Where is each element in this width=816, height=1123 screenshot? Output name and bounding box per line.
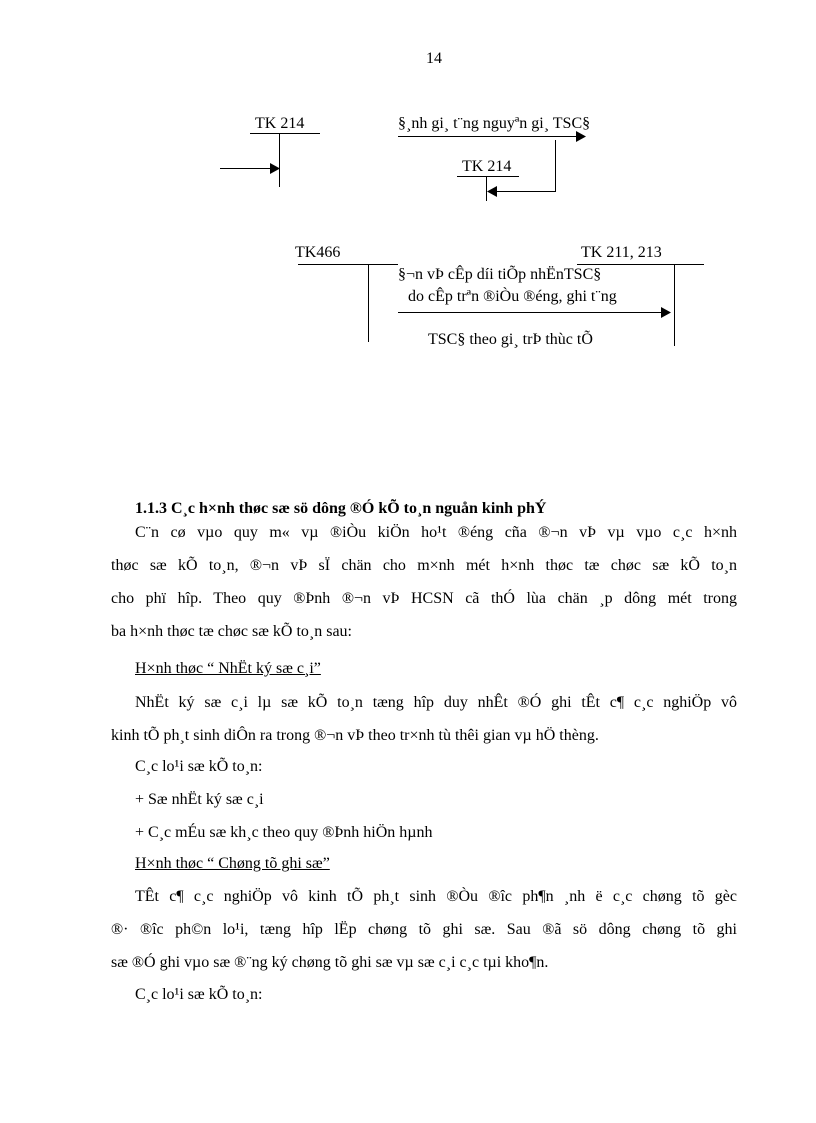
form2-books-label: C¸c lo¹i sæ kÕ to¸n: bbox=[135, 986, 263, 1003]
form2-desc-line-2: ®· ®îc ph©n lo¹i, tæng hîp lËp chøng tõ ghi sæ. Sau ®ã sö dông chøng tõ ghi bbox=[111, 921, 737, 938]
revaluation-arrow-line bbox=[398, 136, 578, 137]
t-account-divider bbox=[279, 133, 280, 187]
form2-title: H×nh thøc “ Chøng tõ ghi sæ” bbox=[135, 855, 330, 872]
intro-line-1 bbox=[111, 516, 737, 549]
section-heading: 1.1.3 C¸c h×nh thøc sæ sö dông ®Ó kÕ to¸n nguån kinh phÝ bbox=[135, 500, 547, 517]
form1-book-item: + C¸c mÉu sæ kh¸c theo quy ®Þnh hiÖn hµnh bbox=[135, 824, 433, 841]
arrow-right-icon bbox=[661, 307, 671, 318]
diagram2-right-account: TK 211, 213 bbox=[581, 244, 662, 261]
intro-line-3: cho phï hîp. Theo quy ®Þnh ®¬n vÞ HCSN cã thÓ lùa chän ¸p dông mét trong bbox=[111, 590, 737, 607]
diagram2-text-line3: TSC§ theo gi¸ trÞ thùc tÕ bbox=[428, 331, 593, 348]
form1-books-label: C¸c lo¹i sæ kÕ to¸n: bbox=[135, 758, 263, 775]
left-t-account-top-line bbox=[298, 264, 398, 265]
form1-book-item: + Sæ nhËt ký sæ c¸i bbox=[135, 791, 264, 808]
diagram1-inner-account: TK 214 bbox=[462, 158, 512, 175]
diagram1-left-account: TK 214 bbox=[255, 115, 305, 132]
form1-title: H×nh thøc “ NhËt ký sæ c¸i” bbox=[135, 660, 321, 677]
arrow-left-icon bbox=[487, 186, 497, 197]
form1-desc-line-2: kinh tÕ ph¸t sinh diÔn ra trong ®¬n vÞ theo tr×nh tù thêi gian vµ hÖ thèng. bbox=[111, 727, 599, 744]
right-t-account-top-line bbox=[577, 264, 704, 265]
form2-desc-line-3: sæ ®Ó ghi vµo sæ ®¨ng ký chøng tõ ghi sæ vµ sæ c¸i c¸c tµi kho¶n. bbox=[111, 954, 549, 971]
page-number: 14 bbox=[426, 50, 442, 67]
arrow-right-icon bbox=[270, 163, 280, 174]
diagram2-text-line2: do cÊp trªn ®iÒu ®éng, ghi t¨ng bbox=[408, 288, 617, 305]
text-line: NhËt ký sæ c¸i lµ sæ kÕ to¸n tæng hîp duy nhÊt ®Ó ghi tÊt c¶ c¸c nghiÖp vô bbox=[135, 694, 737, 711]
right-t-account-divider bbox=[674, 264, 675, 346]
connector-down-line bbox=[555, 140, 556, 192]
form2-desc-line-1 bbox=[111, 880, 737, 913]
t-account-top-line bbox=[250, 133, 320, 134]
inner-t-account-top-line bbox=[457, 176, 519, 177]
intro-line-2: thøc sæ kÕ to¸n, ®¬n vÞ sÏ chän cho m×nh mét h×nh thøc tæ chøc sæ kÕ to¸n bbox=[111, 557, 737, 574]
arrow-right-icon bbox=[576, 131, 586, 142]
transfer-arrow-line bbox=[398, 312, 663, 313]
return-arrow-line bbox=[496, 191, 556, 192]
diagram1-top-label: §¸nh gi¸ t¨ng nguyªn gi¸ TSC§ bbox=[398, 115, 591, 132]
text-line: TÊt c¶ c¸c nghiÖp vô kinh tÕ ph¸t sinh ®Òu ®îc ph¶n ¸nh ë c¸c chøng tõ gèc bbox=[135, 888, 737, 905]
diagram2-text-line1: §¬n vÞ cÊp díi tiÕp nhËnTSC§ bbox=[398, 266, 602, 283]
left-t-account-divider bbox=[368, 264, 369, 342]
intro-line-4: ba h×nh thøc tæ chøc sæ kÕ to¸n sau: bbox=[111, 623, 352, 640]
text-line: C¨n cø vµo quy m« vµ ®iÒu kiÖn ho¹t ®éng cña ®¬n vÞ vµ vµo c¸c h×nh bbox=[135, 524, 737, 541]
form1-desc-line-1 bbox=[111, 686, 737, 719]
diagram2-left-account: TK466 bbox=[295, 244, 341, 261]
